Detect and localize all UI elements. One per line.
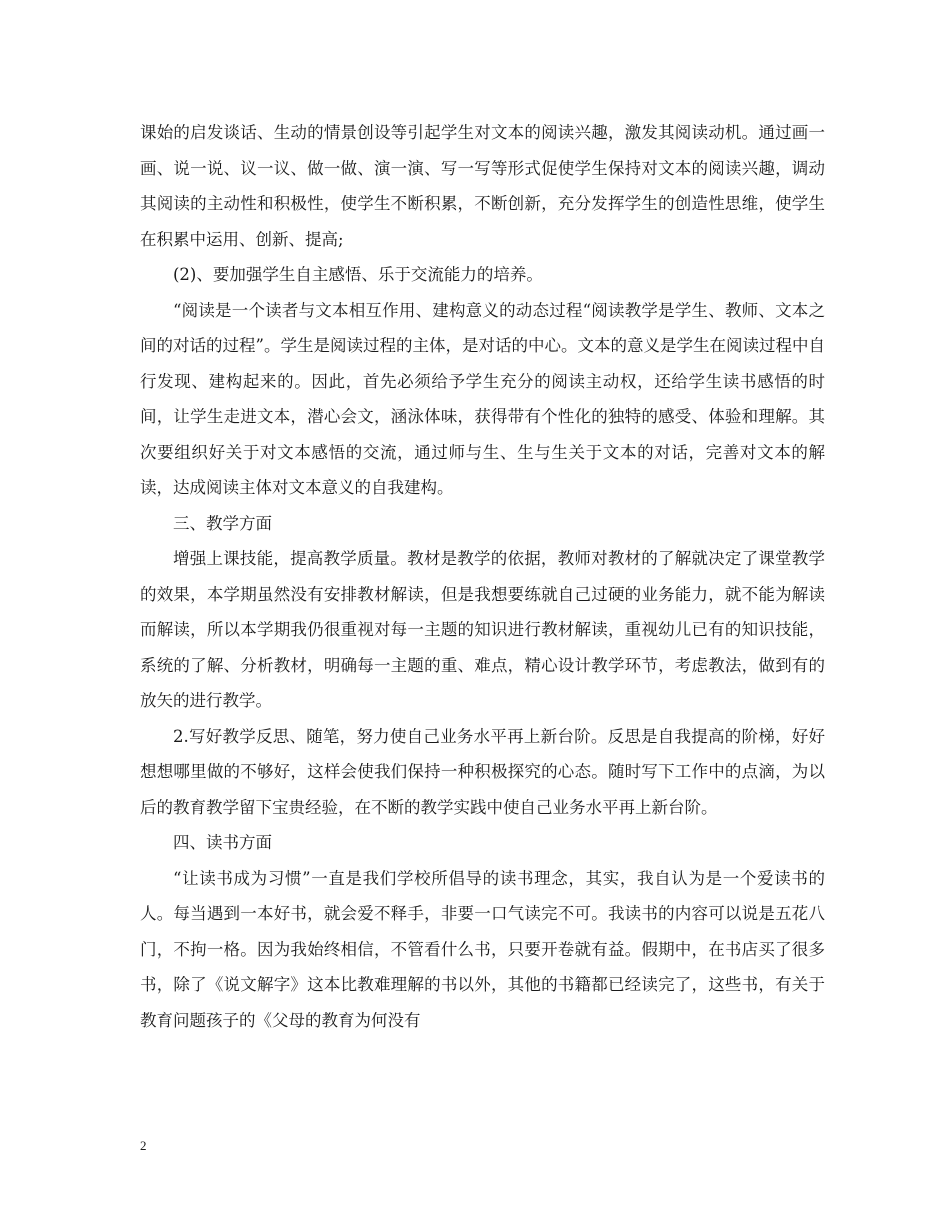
paragraph-teaching-skills: 增强上课技能，提高教学质量。教材是教学的依据，教师对教材的了解就决定了课堂教学的效果，本学期虽然没有安排教材解读，但是我想要练就自己过硬的业务能力，就不能为解读而解读，所以本学期我仍很重视对每一主题的知识进行教材解读，重视幼儿已有的知识技能，系统的了解、分析教材，明确每一主题的重、难点，精心设计教学环节，考虑教法，做到有的放矢的进行教学。 [140,549,825,710]
paragraph-teaching-reflection: 2.写好教学反思、随笔，努力使自己业务水平再上新台阶。反思是自我提高的阶梯，好好想想哪里做的不够好，这样会使我们保持一种积极探究的心态。随时写下工作中的点滴，为以后的教育教学留下宝贵经验，在不断的教学实践中使自己业务水平再上新台阶。 [140,726,825,817]
paragraph-reading-dialogue: “阅读是一个读者与文本相互作用、建构意义的动态过程“阅读教学是学生、教师、文本之间的对话的过程”。学生是阅读过程的主体，是对话的中心。文本的意义是学生在阅读过程中自行发现、建构起来的。因此，首先必须给予学生充分的阅读主动权，还给学生读书感悟的时间，让学生走进文本，潜心会文，涵泳体味，获得带有个性化的独特的感受、体验和理解。其次要组织好关于对文本感悟的交流，通过师与生、生与生关于文本的对话，完善对文本的解读，达成阅读主体对文本意义的自我建构。 [140,300,825,497]
section-heading-reading: 四、读书方面 [173,833,272,852]
paragraph-reading-habit: “让读书成为习惯”一直是我们学校所倡导的读书理念，其实，我自认为是一个爱读书的人。每当遇到一本好书，就会爱不释手，非要一口气读完不可。我读书的内容可以说是五花八门，不拘一格。因为我始终相信，不管看什么书，只要开卷就有益。假期中，在书店买了很多书，除了《说文解字》这本比教难理解的书以外，其他的书籍都已经读完了，这些书，有关于教育问题孩子的《父母的教育为何没有 [140,868,825,1030]
paragraph-reading-interest: 课始的启发谈话、生动的情景创设等引起学生对文本的阅读兴趣，激发其阅读动机。通过画一画、说一说、议一议、做一做、演一演、写一写等形式促使学生保持对文本的阅读兴趣，调动其阅读的主动性和积极性，使学生不断积累，不断创新，充分发挥学生的创造性思维，使学生在积累中运用、创新、提高; [140,123,825,249]
page-number: 2 [140,1138,147,1153]
section-heading-teaching: 三、教学方面 [173,513,272,533]
paragraph-heading-self-perception: (2)、要加强学生自主感悟、乐于交流能力的培养。 [173,265,543,284]
document-body [140,115,825,1038]
